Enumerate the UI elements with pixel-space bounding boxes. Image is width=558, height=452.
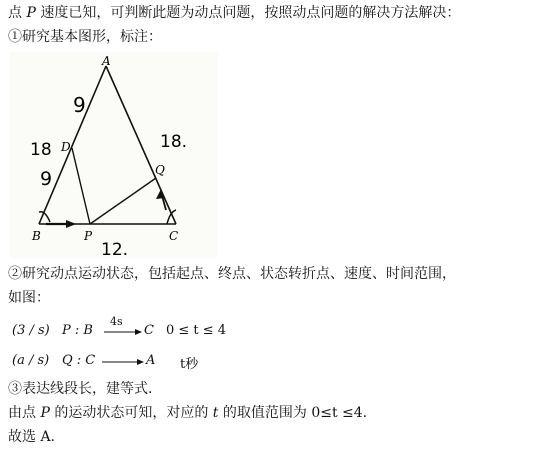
label-d: D bbox=[61, 140, 71, 154]
annotation-db: 9 bbox=[40, 168, 53, 190]
answer-text: 故选 A. bbox=[8, 429, 56, 445]
motion-p-range: 0 ≤ t ≤ 4 bbox=[166, 323, 227, 338]
annotation-bc: 12. bbox=[101, 240, 129, 258]
motion-q-end: A bbox=[146, 353, 156, 368]
arrow-cq-head bbox=[156, 189, 165, 199]
long-arrow-icon bbox=[104, 323, 144, 339]
conclusion-part3: 的取值范围为 0≤t ≤4. bbox=[222, 405, 368, 421]
triangle-figure bbox=[10, 52, 218, 258]
motion-p-label: P : B bbox=[62, 323, 93, 338]
step1-text: ①研究基本图形，标注： bbox=[8, 29, 162, 45]
label-q: Q bbox=[155, 163, 165, 177]
motion-q-time: t秒 bbox=[180, 357, 199, 372]
label-a: A bbox=[102, 54, 111, 68]
motion-q-arrow bbox=[102, 353, 146, 373]
annotation-ad: 9 bbox=[73, 93, 86, 117]
intro-point-p: P bbox=[26, 5, 36, 21]
annotation-ab: 18 bbox=[30, 140, 52, 160]
motion-q-label: Q : C bbox=[62, 353, 96, 368]
motion-p-end: C bbox=[144, 323, 154, 338]
motion-p-time-label: 4s bbox=[110, 315, 123, 328]
step2-line2: 如图： bbox=[8, 290, 50, 306]
intro-part1: 点 bbox=[8, 5, 22, 21]
conclusion-part2: 的运动状态可知，对应的 bbox=[54, 405, 209, 421]
step3-text: ③表达线段长，建等式. bbox=[8, 381, 153, 397]
step2-line1: ②研究动点运动状态，包括起点、终点、状态转折点、速度、时间范围， bbox=[8, 266, 456, 282]
label-b: B bbox=[32, 229, 41, 243]
intro-part2: 速度已知，可判断此题为动点问题，按照动点问题的解决方法解决： bbox=[40, 5, 461, 21]
segment-dp bbox=[72, 148, 90, 224]
conclusion-var-t: t bbox=[212, 405, 219, 421]
arrow-bp-head bbox=[66, 220, 76, 228]
long-arrow-icon bbox=[102, 353, 146, 369]
motion-q-speed: (a / s) bbox=[12, 353, 50, 368]
triangle-svg bbox=[10, 52, 218, 258]
intro-text bbox=[8, 4, 460, 22]
annotation-ac: 18. bbox=[160, 132, 188, 152]
conclusion-point-p: P bbox=[40, 405, 50, 421]
motion-p-arrow bbox=[104, 323, 144, 343]
label-c: C bbox=[169, 229, 179, 243]
motion-p-speed: (3 / s) bbox=[12, 323, 50, 338]
conclusion-part1: 由点 bbox=[8, 405, 36, 421]
label-p: P bbox=[84, 229, 93, 243]
segment-pq bbox=[90, 178, 156, 224]
conclusion-text bbox=[8, 404, 367, 422]
